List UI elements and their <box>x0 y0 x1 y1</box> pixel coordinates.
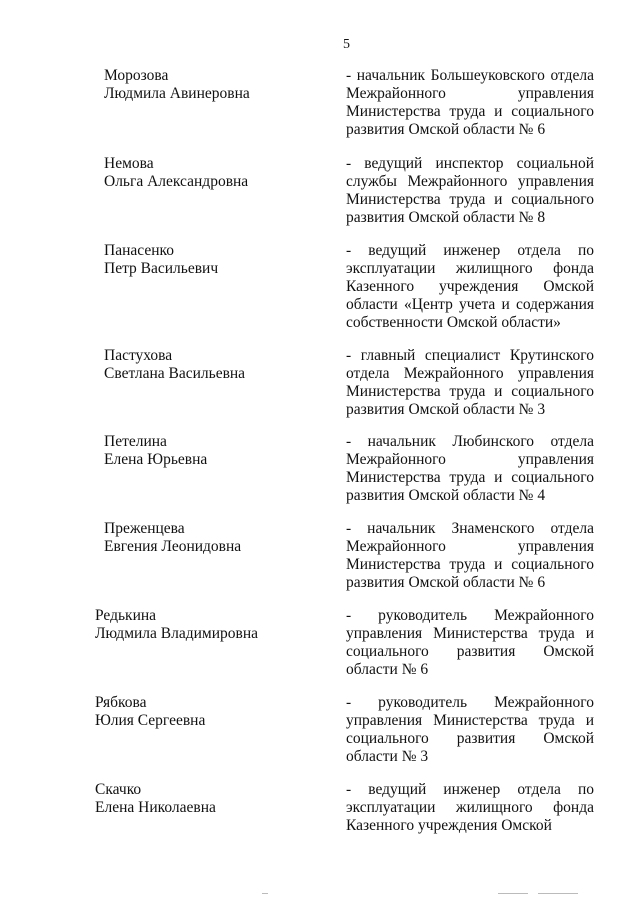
staff-given-names: Елена Юрьевна <box>104 451 208 468</box>
staff-position <box>346 607 594 679</box>
position-line: Казенного учреждения Омской <box>346 817 552 834</box>
position-line: - начальник Любинского отдела <box>346 433 594 450</box>
position-line: развития Омской области № 8 <box>346 209 546 226</box>
position-line: Межрайонного управления <box>346 538 594 555</box>
staff-name <box>95 781 315 817</box>
staff-name <box>95 694 315 730</box>
staff-given-names: Елена Николаевна <box>95 799 216 816</box>
staff-position <box>346 67 594 139</box>
position-line: - главный специалист Крутинского <box>346 347 594 364</box>
staff-surname: Редькина <box>95 607 157 624</box>
position-line: - начальник Знаменского отдела <box>346 520 594 537</box>
staff-position <box>346 242 594 332</box>
staff-name <box>104 433 324 469</box>
position-line: управления Министерства труда и <box>346 712 594 729</box>
staff-given-names: Людмила Владимировна <box>95 625 259 642</box>
position-line: - начальник Большеуковского отдела <box>346 67 594 84</box>
staff-surname: Петелина <box>104 433 167 450</box>
position-line: Министерства труда и социального <box>346 103 594 120</box>
position-line: Министерства труда и социального <box>346 469 594 486</box>
position-line: отдела Межрайонного управления <box>346 365 594 382</box>
staff-position <box>346 155 594 227</box>
staff-given-names: Петр Васильевич <box>104 260 219 277</box>
scan-footer-marks <box>0 893 640 897</box>
position-line: области № 6 <box>346 661 429 678</box>
staff-position <box>346 433 594 505</box>
position-line: управления Министерства труда и <box>346 625 594 642</box>
position-line: собственности Омской области» <box>346 314 561 331</box>
scan-mark <box>262 893 268 894</box>
staff-name <box>104 67 324 103</box>
staff-surname: Рябкова <box>95 694 147 711</box>
page-number: 5 <box>343 37 350 52</box>
staff-given-names: Светлана Васильевна <box>104 365 246 382</box>
position-line: развития Омской области № 4 <box>346 487 546 504</box>
position-line: Министерства труда и социального <box>346 383 594 400</box>
staff-position <box>346 520 594 592</box>
position-line: развития Омской области № 3 <box>346 401 546 418</box>
position-line: развития Омской области № 6 <box>346 574 546 591</box>
staff-given-names: Юлия Сергеевна <box>95 712 206 729</box>
staff-name <box>95 607 315 643</box>
staff-name <box>104 347 324 383</box>
staff-surname: Скачко <box>95 781 142 798</box>
staff-surname: Морозова <box>104 67 169 84</box>
staff-name <box>104 242 324 278</box>
position-line: развития Омской области № 6 <box>346 121 546 138</box>
scan-mark <box>538 893 578 894</box>
staff-name <box>104 520 324 556</box>
position-line: Казенного учреждения Омской <box>346 278 594 295</box>
position-line: Межрайонного управления <box>346 451 594 468</box>
staff-surname: Панасенко <box>104 242 174 259</box>
staff-surname: Пастухова <box>104 347 173 364</box>
position-line: Межрайонного управления <box>346 85 594 102</box>
staff-given-names: Людмила Авинеровна <box>104 85 250 102</box>
position-line: службы Межрайонного управления <box>346 173 594 190</box>
position-line: - ведущий инспектор социальной <box>346 155 594 172</box>
position-line: - ведущий инженер отдела по <box>346 781 594 798</box>
staff-surname: Немова <box>104 155 154 172</box>
position-line: социального развития Омской <box>346 643 594 660</box>
position-line: Министерства труда и социального <box>346 556 594 573</box>
scan-mark <box>498 893 528 894</box>
position-line: эксплуатации жилищного фонда <box>346 260 594 277</box>
position-line: области № 3 <box>346 748 429 765</box>
position-line: - руководитель Межрайонного <box>346 607 594 624</box>
staff-position <box>346 694 594 766</box>
staff-given-names: Ольга Александровна <box>104 173 249 190</box>
staff-name <box>104 155 324 191</box>
staff-position <box>346 347 594 419</box>
position-line: - руководитель Межрайонного <box>346 694 594 711</box>
position-line: социального развития Омской <box>346 730 594 747</box>
position-line: эксплуатации жилищного фонда <box>346 799 594 816</box>
position-line: Министерства труда и социального <box>346 191 594 208</box>
position-line: области «Центр учета и содержания <box>346 296 594 313</box>
staff-given-names: Евгения Леонидовна <box>104 538 242 555</box>
staff-position <box>346 781 594 835</box>
position-line: - ведущий инженер отдела по <box>346 242 594 259</box>
staff-surname: Преженцева <box>104 520 185 537</box>
